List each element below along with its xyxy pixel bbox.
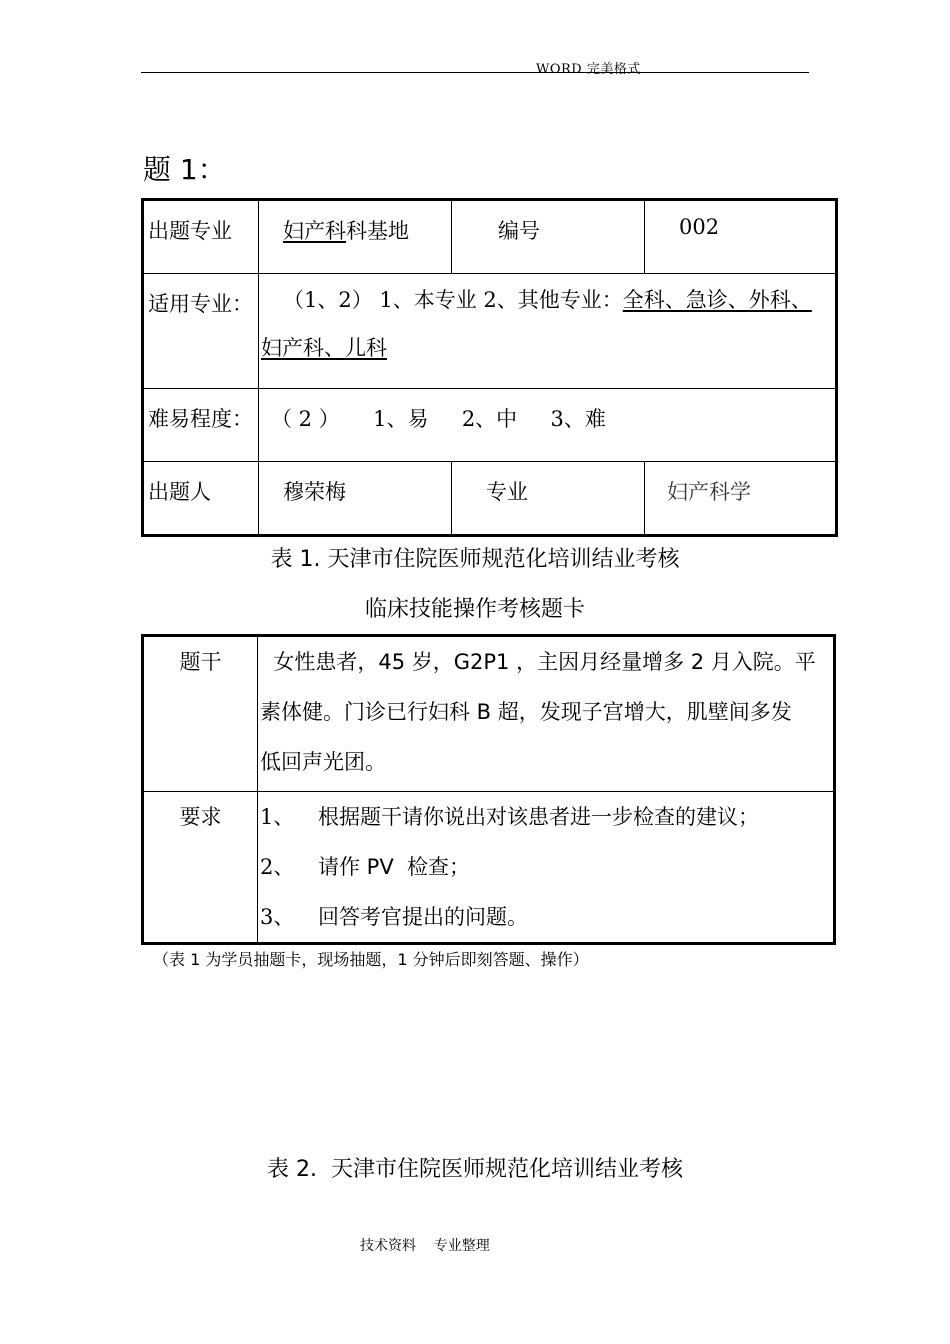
question-info-table [141,198,838,537]
requirement-item [260,892,831,942]
page-header-text: WORD 完美格式 [536,62,641,77]
applicable-prefix: （1、2） 1、本专业 2、其他专业： [283,288,623,312]
info-row-applicable [143,274,837,389]
difficulty-value: （ 2 ） 1、易 2、中 3、难 [259,389,837,462]
applicable-underlined-2: 妇产科、儿科 [261,336,387,360]
applicable-label: 适用专业： [143,274,259,389]
table-note: （表 1 为学员抽题卡，现场抽题，1 分钟后即刻答题、操作） [153,950,589,969]
requirement-text: 回答考官提出的问题。 [318,905,528,929]
requirement-number: 1、 [260,805,295,829]
requirement-number: 3、 [260,905,295,929]
info-row-specialty [143,200,837,274]
applicable-underlined-1: 全科、急诊、外科、 [622,288,812,312]
difficulty-label: 难易程度： [143,389,259,462]
specialty-label: 出题专业 [143,200,259,274]
page-footer: 技术资料 专业整理 [360,1238,490,1254]
requirement-item [260,842,831,892]
caption-table2: 表 2. 天津市住院医师规范化培训结业考核 [267,1157,683,1182]
major-label: 专业 [452,462,645,536]
info-row-difficulty [143,389,837,462]
requirements-list [258,792,835,944]
stem-line: 低回声光团。 [260,750,386,774]
stem-text [258,636,835,792]
specialty-value-rest: 科基地 [346,219,409,243]
requirement-item [260,792,831,842]
caption-table1-line2: 临床技能操作考核题卡 [364,597,585,622]
author-label: 出题人 [143,462,259,536]
requirements-label: 要求 [143,792,258,944]
info-row-author [143,462,837,536]
requirement-text: 根据题干请你说出对该患者进一步检查的建议； [318,805,759,829]
number-value: 002 [645,200,837,274]
stem-line: 女性患者，45 岁，G2P1 ，主因月经量增多 2 月入院。平 [260,650,816,674]
requirements-row [143,792,835,944]
applicable-value [259,274,837,389]
author-value: 穆荣梅 [259,462,452,536]
caption-table1-line1: 表 1. 天津市住院医师规范化培训结业考核 [270,547,680,572]
specialty-value [259,200,452,274]
stem-line: 素体健。门诊已行妇科 B 超，发现子宫增大，肌壁间多发 [260,700,792,724]
major-value: 妇产科学 [645,462,837,536]
stem-row [143,636,835,792]
requirement-text: 请作 PV 检查； [318,855,471,879]
exam-card-table [141,634,836,945]
number-label: 编号 [452,200,645,274]
requirement-number: 2、 [260,855,295,879]
specialty-value-underlined: 妇产科 [283,219,346,243]
header-rule [141,72,809,73]
question-title: 题 1： [143,153,226,186]
stem-label: 题干 [143,636,258,792]
